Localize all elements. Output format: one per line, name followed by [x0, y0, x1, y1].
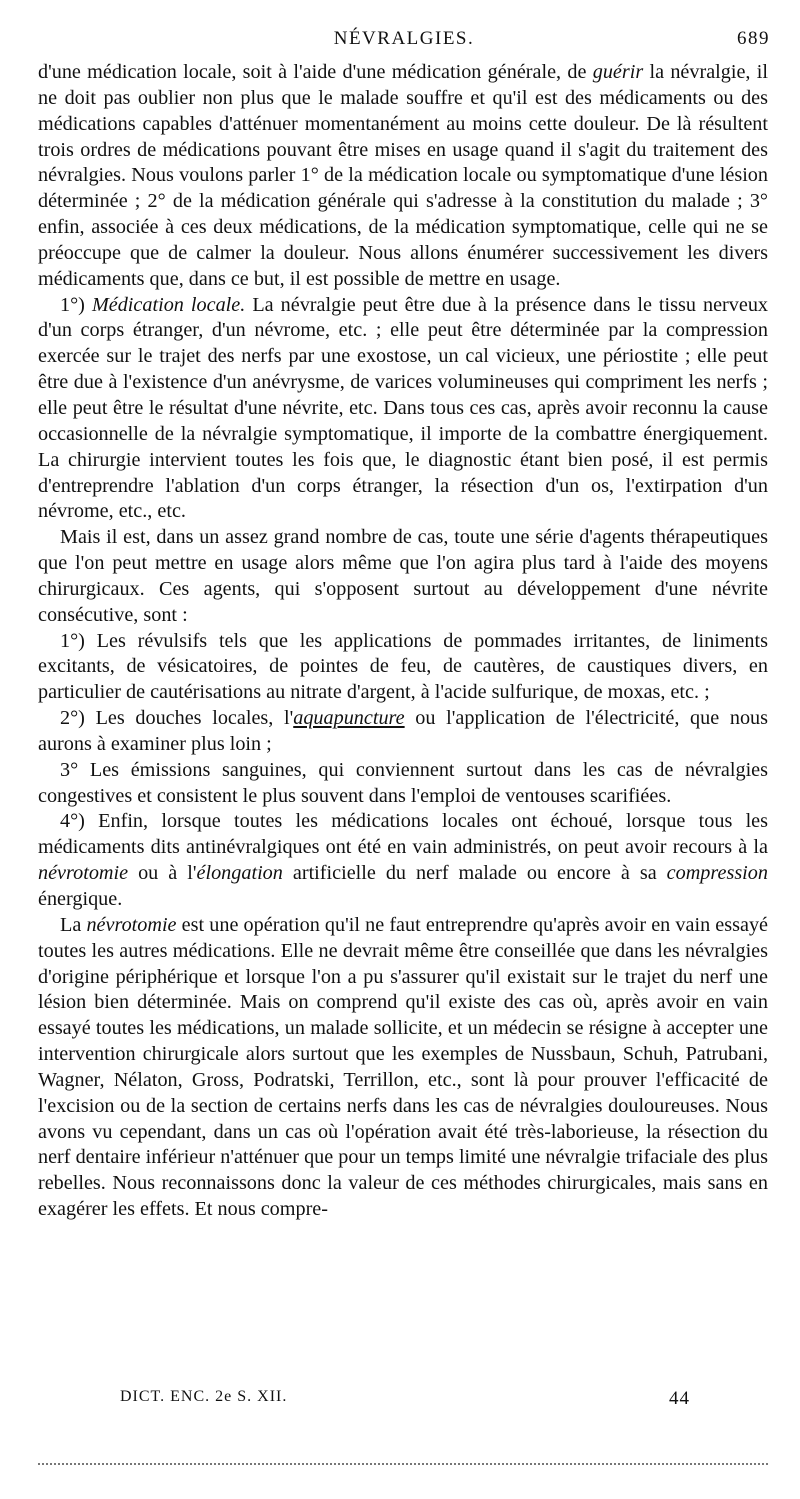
italic-text: guérir — [592, 61, 644, 83]
dotted-rule — [38, 1463, 768, 1465]
text-run: est une opération qu'il ne faut entreprendre qu'après avoir en vain essayé toutes les autres médications. Elle ne devrait même être conseillée que dans les névralgies d'origine périphérique et lorsque l'on a pu s'assurer qu'il existait sur le trajet du nerf une lésion bien déterminée. Mais on comprend qu'il existe des cas où, après avoir en vain essayé toutes les médications, un malade sollicite, et un médecin se résigne à accepter une intervention chirurgicale alors surtout que les exemples de Nussbaun, Schuh, Patrubani, Wagner, Nélaton, Gross, Podratski, Terrillon, etc., sont là pour prouver l'efficacité de l'excision ou de la section de certains nerfs dans les cas de névralgies douloureuses. Nous avons vu cependant, dans un cas où l'opération avait été très-laborieuse, la résection du nerf dentaire inférieur n'atténuer que pour un temps limité une névralgie trifaciale des plus rebelles. Nous reconnaissons donc la valeur de ces méthodes chirurgicales, mais sans en exagérer les effets. Et nous compre- — [38, 913, 768, 1221]
body-text — [38, 60, 768, 1223]
text-run: 1°) Les révulsifs tels que les applications de pommades irritantes, de liniments excitants, de vésicatoires, de pointes de feu, de cautères, de caustiques divers, en particulier de cautérisations au nitrate d'argent, à l'acide sulfurique, de moxas, etc. ; — [38, 629, 768, 704]
signature-number: 44 — [669, 1388, 690, 1409]
text-run: 3° Les émissions sanguines, qui conviennent surtout dans les cas de névralgies congestives et consistent le plus souvent dans l'emploi de ventouses scarifiées. — [38, 758, 768, 807]
text-run: ou l'application de l'électricité, que nous aurons à examiner plus loin ; — [38, 707, 768, 755]
paragraph — [38, 758, 768, 810]
text-run: 1°) — [60, 293, 92, 316]
paragraph — [38, 293, 768, 526]
text-run: La névralgie peut être due à la présence dans le tissu nerveux d'un corps étranger, d'un névrome, etc. ; elle peut être déterminée par la compression exercée sur le trajet des nerfs par une exostose, un cal vicieux, une périostite ; elle peut être due à l'existence d'un anévrysme, de varices volumineuses qui compriment les nerfs ; elle peut être le résultat d'une névrite, etc. Dans tous ces cas, après avoir reconnu la cause occasionnelle de la névralgie symptomatique, il importe de la combattre énergiquement. La chirurgie intervient toutes les fois que, le diagnostic étant bien posé, il est permis d'entreprendre l'ablation d'un corps étranger, la résection d'un os, l'extirpation d'un névrome, etc., etc. — [38, 293, 769, 523]
paragraph — [38, 809, 768, 912]
text-run: 2°) Les douches locales, l' — [60, 707, 294, 730]
page-footer — [120, 1388, 690, 1416]
italic-text: compression — [666, 862, 768, 885]
italic-text: élongation — [196, 862, 283, 885]
italic-text: aquapuncture — [293, 707, 405, 730]
paragraph — [38, 525, 768, 628]
text-run: la névralgie, il ne doit pas oublier non plus que le malade souffre et qu'il est des médicaments ou des médications capables d'atténuer momentanément au moins cette douleur. De là résultent trois ordres de médications pouvant être mises en usage quand il s'agit du traitement des névralgies. Nous voulons parler 1° de la médication locale ou symptomatique d'une lésion déterminée ; 2° de la médication générale qui s'adresse à la constitution du malade ; 3° enfin, associée à ces deux médications, de la médication symptomatique, celle qui ne se préoccupe que de calmer la douleur. Nous allons énumérer successivement les divers médicaments que, dans ce but, il est possible de mettre en usage. — [38, 61, 768, 290]
text-run: Mais il est, dans un assez grand nombre de cas, toute une série d'agents thérapeutiques que l'on peut mettre en usage alors même que l'on agira plus tard à l'aide des moyens chirurgicaux. Ces agents, qui s'opposent surtout au développement d'une névrite consécutive, sont : — [38, 526, 768, 626]
paragraph — [38, 913, 768, 1223]
italic-text: Médication locale. — [91, 293, 246, 316]
text-run: d'une médication locale, soit à l'aide d'une médication générale, de — [38, 61, 593, 83]
paragraph — [38, 60, 768, 293]
text-run: 4°) Enfin, lorsque toutes les médications locales ont échoué, lorsque tous les médicaments dits antinévralgiques ont été en vain administrés, on peut avoir recours à la — [38, 810, 768, 859]
text-run: énergique. — [38, 888, 123, 910]
page-header — [38, 28, 770, 58]
running-head: NÉVRALGIES. — [333, 28, 475, 49]
text-run: La — [60, 913, 87, 936]
paragraph — [38, 629, 768, 707]
text-run: artificielle du nerf malade ou encore à sa — [282, 862, 667, 885]
text-run: ou à l' — [128, 862, 197, 885]
italic-text: névrotomie — [38, 862, 129, 885]
paragraph — [38, 706, 768, 758]
page-number: 689 — [737, 28, 770, 49]
printer-signature: DICT. ENC. 2e S. XII. — [120, 1388, 288, 1405]
italic-text: névrotomie — [86, 913, 177, 936]
